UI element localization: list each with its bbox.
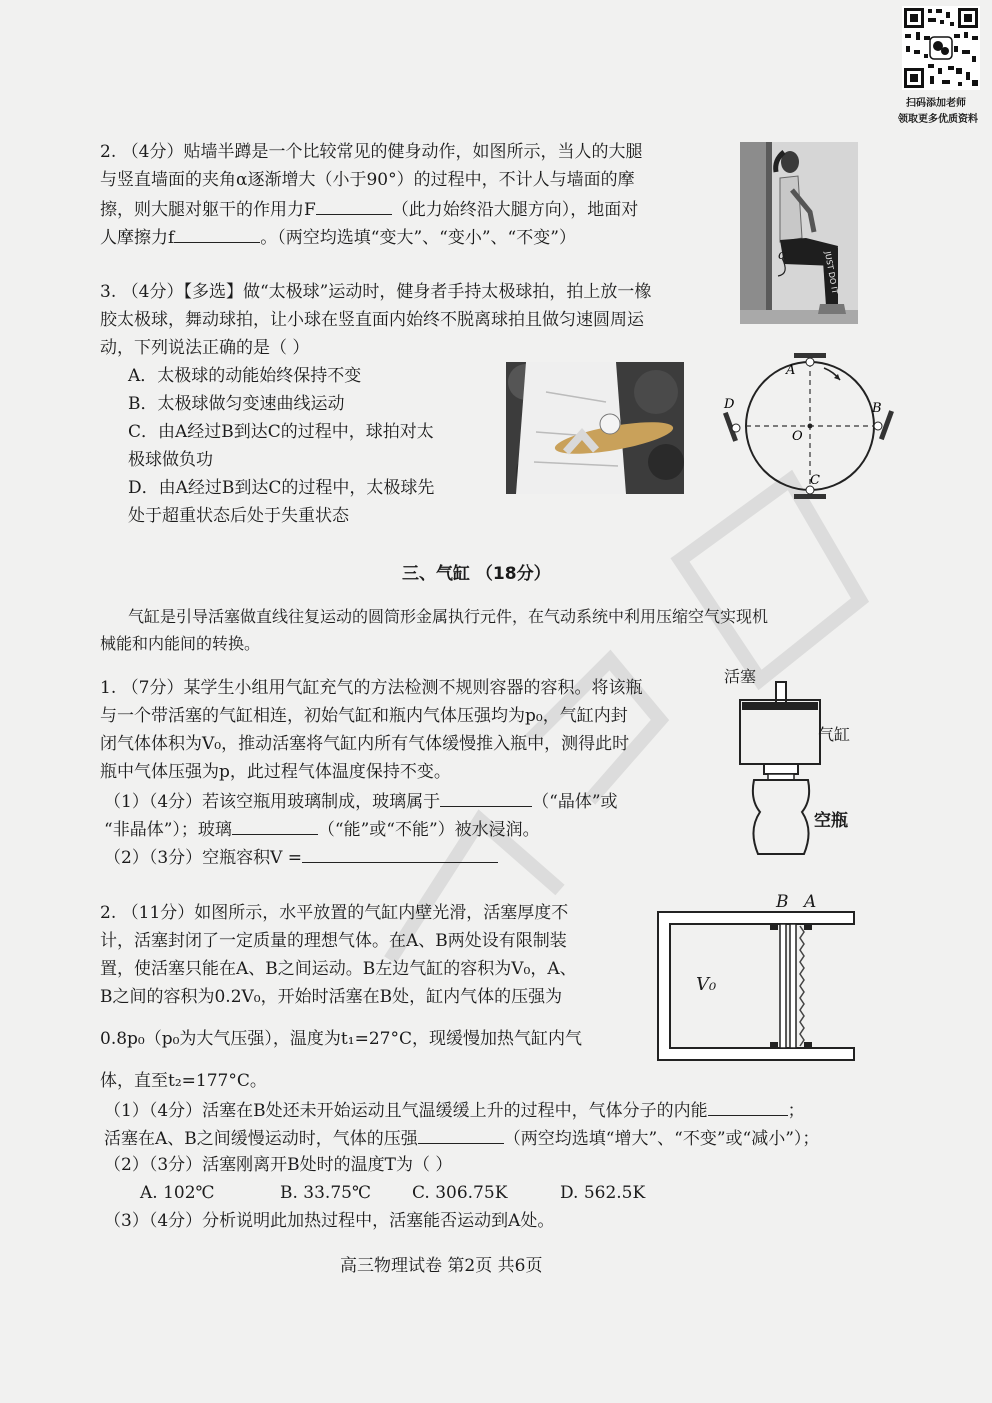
q2-line-2: 与竖直墙面的夹角α逐渐增大（小于90°）的过程中，不计人与墙面的摩	[100, 170, 635, 190]
s3q2-line-2: 计，活塞封闭了一定质量的理想气体。在A、B两处设有限制装	[100, 931, 567, 951]
s3q1-sub1-line1	[104, 788, 618, 814]
q2-line-3-text: 擦，则大腿对躯干的作用力F	[100, 200, 316, 220]
q3-option-c[interactable]: C．由A经过B到达C的过程中，球拍对太	[128, 422, 434, 442]
s3q2-sub2: （2）（3分）活塞刚离开B处时的温度T为（ ）	[104, 1155, 453, 1175]
paddle-top	[794, 353, 826, 358]
s3q2-option-b[interactable]: B. 33.75℃	[280, 1183, 371, 1203]
s3q2-option-d[interactable]: D. 562.5K	[560, 1183, 646, 1203]
label-fig-A: A	[804, 892, 817, 912]
s3q2-option-c[interactable]: C. 306.75K	[412, 1183, 508, 1203]
s3q2-sub1d: （两空均选填“增大”、“不变”或“减小”）；	[503, 1129, 820, 1149]
q3-line-3: 动，下列说法正确的是（ ）	[100, 338, 310, 358]
section3-title: 三、气缸 （18分）	[402, 564, 551, 584]
q3-option-a[interactable]: A．太极球的动能始终保持不变	[128, 366, 362, 386]
qr-code-graphic	[902, 6, 980, 90]
s3q1-blank-2[interactable]	[232, 816, 318, 835]
q2-blank-f[interactable]	[174, 224, 260, 243]
q2-line-4	[100, 224, 576, 250]
s3q1-line-4: 瓶中气体压强为p，此过程气体温度保持不变。	[100, 762, 451, 782]
s3q1-sub1a: （1）（4分）若该空瓶用玻璃制成，玻璃属于	[104, 792, 441, 812]
s3q2-line-6: 体，直至t₂=177°C。	[100, 1071, 267, 1091]
label-bottle: 空瓶	[814, 811, 848, 830]
section3-intro-2: 械能和内能间的转换。	[100, 634, 261, 653]
paddle-bottom	[794, 494, 826, 499]
q3-line-2: 胶太极球，舞动球拍，让小球在竖直面内始终不脱离球拍且做匀速圆周运	[100, 310, 644, 330]
horizontal-cylinder-figure	[654, 906, 860, 1066]
s3q2-line-1: 2. （11分）如图所示，水平放置的气缸内壁光滑，活塞厚度不	[100, 903, 569, 923]
label-B: B	[872, 401, 882, 416]
q3-line-1: 3. （4分）【多选】做“太极球”运动时，健身者手持太极球拍，拍上放一橡	[100, 282, 652, 302]
label-fig-V0: V₀	[696, 974, 717, 995]
s3q1-sub2: （2）（3分）空瓶容积V =	[104, 848, 303, 868]
wall-squat-photo	[740, 142, 858, 324]
s3q1-sub2-line	[104, 844, 498, 870]
label-D: D	[724, 397, 735, 412]
q2-line-3-tail: （此力始终沿大腿方向），地面对	[391, 200, 639, 220]
s3q2-line-4: B之间的容积为0.2V₀，开始时活塞在B处，缸内气体的压强为	[100, 987, 563, 1007]
s3q1-sub1c: “非晶体”）；玻璃	[104, 820, 232, 840]
cylinder-bottle-figure	[722, 660, 872, 860]
q3-option-b[interactable]: B．太极球做匀变速曲线运动	[128, 394, 345, 414]
tai-chi-illustration	[506, 362, 684, 494]
s3q1-line-1: 1. （7分）某学生小组用气缸充气的方法检测不规则容器的容积。将该瓶	[100, 678, 643, 698]
s3q2-line-3: 置，使活塞只能在A、B之间运动。B左边气缸的容积为V₀，A、	[100, 959, 577, 979]
s3q1-line-2: 与一个带活塞的气缸相连，初始气缸和瓶内气体压强均为p₀，气缸内封	[100, 706, 628, 726]
s3q2-blank-1[interactable]	[708, 1097, 788, 1116]
s3q2-blank-2[interactable]	[418, 1125, 504, 1144]
s3q2-option-a[interactable]: A. 102℃	[140, 1183, 215, 1203]
circle-motion-diagram	[714, 346, 914, 506]
s3q2-sub1-line1	[104, 1097, 805, 1123]
s3q2-sub1b: ；	[787, 1101, 805, 1121]
s3q2-sub1-line2	[104, 1125, 819, 1151]
s3q2-sub1a: （1）（4分）活塞在B处还未开始运动且气温缓缓上升的过程中，气体分子的内能	[104, 1101, 708, 1121]
s3q1-sub1-line2	[104, 816, 540, 842]
s3q2-sub1c: 活塞在A、B之间缓慢运动时，气体的压强	[104, 1129, 418, 1149]
qr-caption-2: 领取更多优质资料	[898, 114, 978, 125]
label-fig-B: B	[776, 892, 789, 912]
qr-caption-1: 扫码添加老师	[906, 98, 966, 109]
q2-line-1: 2. （4分）贴墙半蹲是一个比较常见的健身动作，如图所示，当人的大腿	[100, 142, 643, 162]
section3-intro-1: 气缸是引导活塞做直线往复运动的圆筒形金属执行元件，在气动系统中利用压缩空气实现机	[128, 607, 769, 626]
wall-squat-illustration	[740, 142, 858, 324]
label-C: C	[810, 473, 820, 488]
q3-option-d-cont: 处于超重状态后处于失重状态	[128, 506, 349, 526]
label-piston: 活塞	[724, 669, 757, 686]
q3-option-d[interactable]: D．由A经过B到达C的过程中，太极球先	[128, 478, 435, 498]
label-cylinder: 气缸	[818, 727, 851, 744]
shirt-text: JUST DO IT	[823, 250, 840, 295]
tai-chi-photo	[506, 362, 684, 494]
q3-option-c-cont: 极球做负功	[128, 450, 213, 470]
q2-blank-F[interactable]	[316, 196, 392, 215]
s3q2-sub3: （3）（4分）分析说明此加热过程中，活塞能否运动到A处。	[104, 1211, 555, 1231]
q2-line-4-tail: 。（两空均选填“变大”、“变小”、“不变”）	[260, 228, 576, 248]
qr-code[interactable]	[902, 6, 980, 90]
s3q1-sub1d: （“能”或“不能”）被水浸润。	[317, 820, 540, 840]
page-footer: 高三物理试卷 第2页 共6页	[340, 1256, 543, 1276]
s3q1-line-3: 闭气体体积为V₀，推动活塞将气缸内所有气体缓慢推入瓶中，测得此时	[100, 734, 630, 754]
q2-line-3	[100, 196, 638, 222]
s3q1-blank-3[interactable]	[302, 844, 498, 863]
label-A: A	[786, 363, 796, 378]
label-O: O	[792, 429, 803, 444]
alpha-label: α	[778, 248, 787, 263]
s3q1-blank-1[interactable]	[440, 788, 532, 807]
s3q1-sub1b: （“晶体”或	[532, 792, 618, 812]
s3q2-line-5: 0.8p₀（p₀为大气压强），温度为t₁=27°C，现缓慢加热气缸内气	[100, 1029, 582, 1049]
q2-line-4-text: 人摩擦力f	[100, 228, 175, 248]
